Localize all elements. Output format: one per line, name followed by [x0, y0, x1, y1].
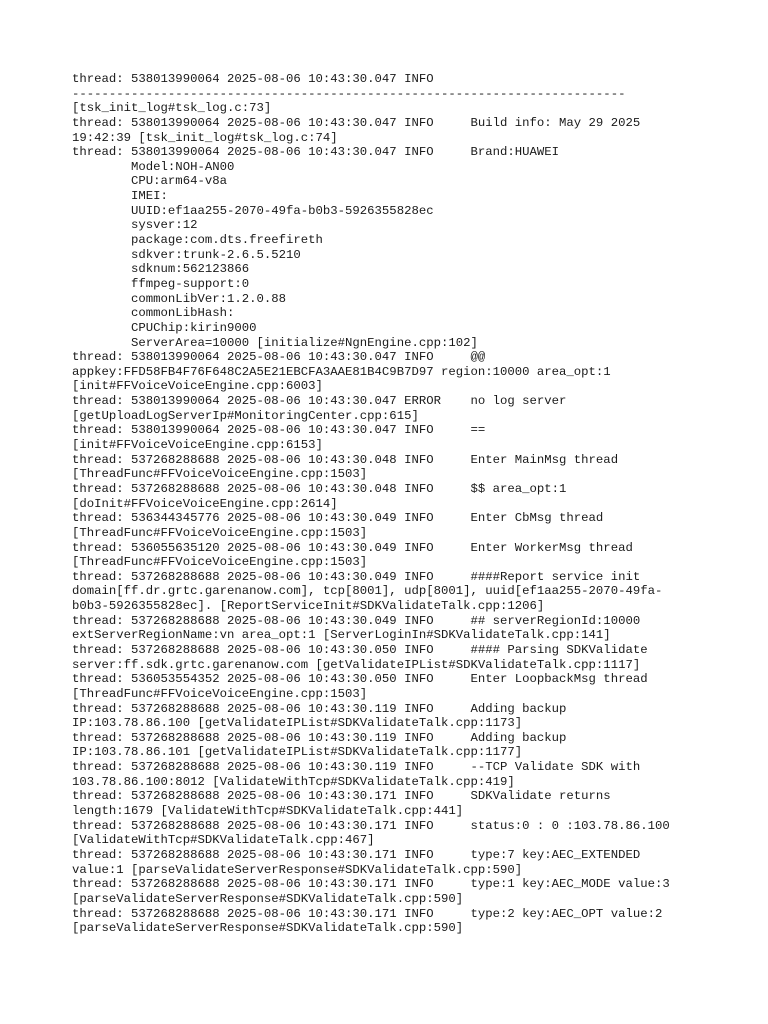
log-line: extServerRegionName:vn area_opt:1 [ServerLoginIn#SDKValidateTalk.cpp:141]: [72, 628, 611, 643]
log-line: [parseValidateServerResponse#SDKValidateTalk.cpp:590]: [72, 891, 464, 906]
log-line: thread: 537268288688 2025-08-06 10:43:30.171 INFO status:0 : 0 :103.78.86.100: [72, 818, 670, 833]
log-line: thread: 537268288688 2025-08-06 10:43:30.119 INFO --TCP Validate SDK with: [72, 760, 641, 775]
log-line: [getUploadLogServerIp#MonitoringCenter.cpp:615]: [72, 408, 419, 423]
log-line: [init#FFVoiceVoiceEngine.cpp:6153]: [72, 438, 323, 453]
log-line: [ThreadFunc#FFVoiceVoiceEngine.cpp:1503]: [72, 467, 368, 482]
log-line: thread: 537268288688 2025-08-06 10:43:30.049 INFO ## serverRegionId:10000: [72, 613, 641, 628]
log-line: [parseValidateServerResponse#SDKValidateTalk.cpp:590]: [72, 921, 464, 936]
log-line: commonLibHash:: [72, 306, 235, 321]
log-line: UUID:ef1aa255-2070-49fa-b0b3-5926355828ec: [72, 203, 434, 218]
log-line: thread: 537268288688 2025-08-06 10:43:30.171 INFO SDKValidate returns: [72, 789, 611, 804]
log-line: ---------------------------------------------------------------------------: [72, 86, 626, 101]
log-line: thread: 536055635120 2025-08-06 10:43:30.049 INFO Enter WorkerMsg thread: [72, 540, 633, 555]
log-line: thread: 537268288688 2025-08-06 10:43:30.048 INFO $$ area_opt:1: [72, 481, 567, 496]
log-line: domain[ff.dr.grtc.garenanow.com], tcp[8001], udp[8001], uuid[ef1aa255-2070-49fa-: [72, 584, 663, 599]
log-line: thread: 537268288688 2025-08-06 10:43:30.171 INFO type:1 key:AEC_MODE value:3: [72, 877, 670, 892]
log-line: thread: 537268288688 2025-08-06 10:43:30.048 INFO Enter MainMsg thread: [72, 452, 619, 467]
log-line: thread: 537268288688 2025-08-06 10:43:30.119 INFO Adding backup: [72, 701, 567, 716]
log-line: [tsk_init_log#tsk_log.c:73]: [72, 101, 272, 116]
log-line: IP:103.78.86.101 [getValidateIPList#SDKValidateTalk.cpp:1177]: [72, 745, 523, 760]
log-line: Model:NOH-AN00: [72, 159, 235, 174]
log-line: thread: 536344345776 2025-08-06 10:43:30.049 INFO Enter CbMsg thread: [72, 511, 604, 526]
log-line: IP:103.78.86.100 [getValidateIPList#SDKValidateTalk.cpp:1173]: [72, 716, 523, 731]
log-line: thread: 537268288688 2025-08-06 10:43:30.049 INFO ####Report service init: [72, 569, 641, 584]
log-line: appkey:FFD58FB4F76F648C2A5E21EBCFA3AAE81B4C9B7D97 region:10000 area_opt:1: [72, 364, 611, 379]
log-line: thread: 536053554352 2025-08-06 10:43:30.050 INFO Enter LoopbackMsg thread: [72, 672, 648, 687]
log-line: thread: 538013990064 2025-08-06 10:43:30.047 INFO ==: [72, 423, 486, 438]
log-line: [ThreadFunc#FFVoiceVoiceEngine.cpp:1503]: [72, 555, 368, 570]
log-line: [ThreadFunc#FFVoiceVoiceEngine.cpp:1503]: [72, 686, 368, 701]
log-line: b0b3-5926355828ec]. [ReportServiceInit#SDKValidateTalk.cpp:1206]: [72, 599, 545, 614]
log-line: CPU:arm64-v8a: [72, 174, 227, 189]
log-line: [ThreadFunc#FFVoiceVoiceEngine.cpp:1503]: [72, 525, 368, 540]
log-line: server:ff.sdk.grtc.garenanow.com [getValidateIPList#SDKValidateTalk.cpp:1117]: [72, 657, 641, 672]
log-line: length:1679 [ValidateWithTcp#SDKValidateTalk.cpp:441]: [72, 804, 464, 819]
log-line: thread: 537268288688 2025-08-06 10:43:30.119 INFO Adding backup: [72, 730, 567, 745]
log-line: package:com.dts.freefireth: [72, 233, 323, 248]
log-line: 103.78.86.100:8012 [ValidateWithTcp#SDKValidateTalk.cpp:419]: [72, 774, 515, 789]
log-line: thread: 538013990064 2025-08-06 10:43:30.047 INFO Brand:HUAWEI: [72, 145, 560, 160]
log-line: thread: 538013990064 2025-08-06 10:43:30.047 ERROR no log server: [72, 394, 567, 409]
log-line: sdkver:trunk-2.6.5.5210: [72, 247, 301, 262]
log-line: sdknum:562123866: [72, 262, 250, 277]
log-line: [ValidateWithTcp#SDKValidateTalk.cpp:467]: [72, 833, 375, 848]
log-line: ffmpeg-support:0: [72, 276, 250, 291]
log-line: [doInit#FFVoiceVoiceEngine.cpp:2614]: [72, 496, 338, 511]
log-line: [init#FFVoiceVoiceEngine.cpp:6003]: [72, 379, 323, 394]
log-line: commonLibVer:1.2.0.88: [72, 291, 287, 306]
log-line: thread: 537268288688 2025-08-06 10:43:30.171 INFO type:7 key:AEC_EXTENDED: [72, 847, 641, 862]
log-line: thread: 537268288688 2025-08-06 10:43:30.171 INFO type:2 key:AEC_OPT value:2: [72, 906, 663, 921]
log-document: [72, 72, 712, 936]
log-line: thread: 538013990064 2025-08-06 10:43:30.047 INFO: [72, 72, 434, 86]
log-line: sysver:12: [72, 218, 198, 233]
log-line: thread: 538013990064 2025-08-06 10:43:30.047 INFO Build info: May 29 2025: [72, 115, 641, 130]
log-line: thread: 538013990064 2025-08-06 10:43:30.047 INFO @@: [72, 350, 486, 365]
log-line: IMEI:: [72, 189, 168, 204]
log-line: 19:42:39 [tsk_init_log#tsk_log.c:74]: [72, 130, 338, 145]
log-line: CPUChip:kirin9000: [72, 320, 257, 335]
log-line: value:1 [parseValidateServerResponse#SDKValidateTalk.cpp:590]: [72, 862, 523, 877]
log-line: thread: 537268288688 2025-08-06 10:43:30.050 INFO #### Parsing SDKValidate: [72, 642, 648, 657]
log-line: ServerArea=10000 [initialize#NgnEngine.cpp:102]: [72, 335, 478, 350]
